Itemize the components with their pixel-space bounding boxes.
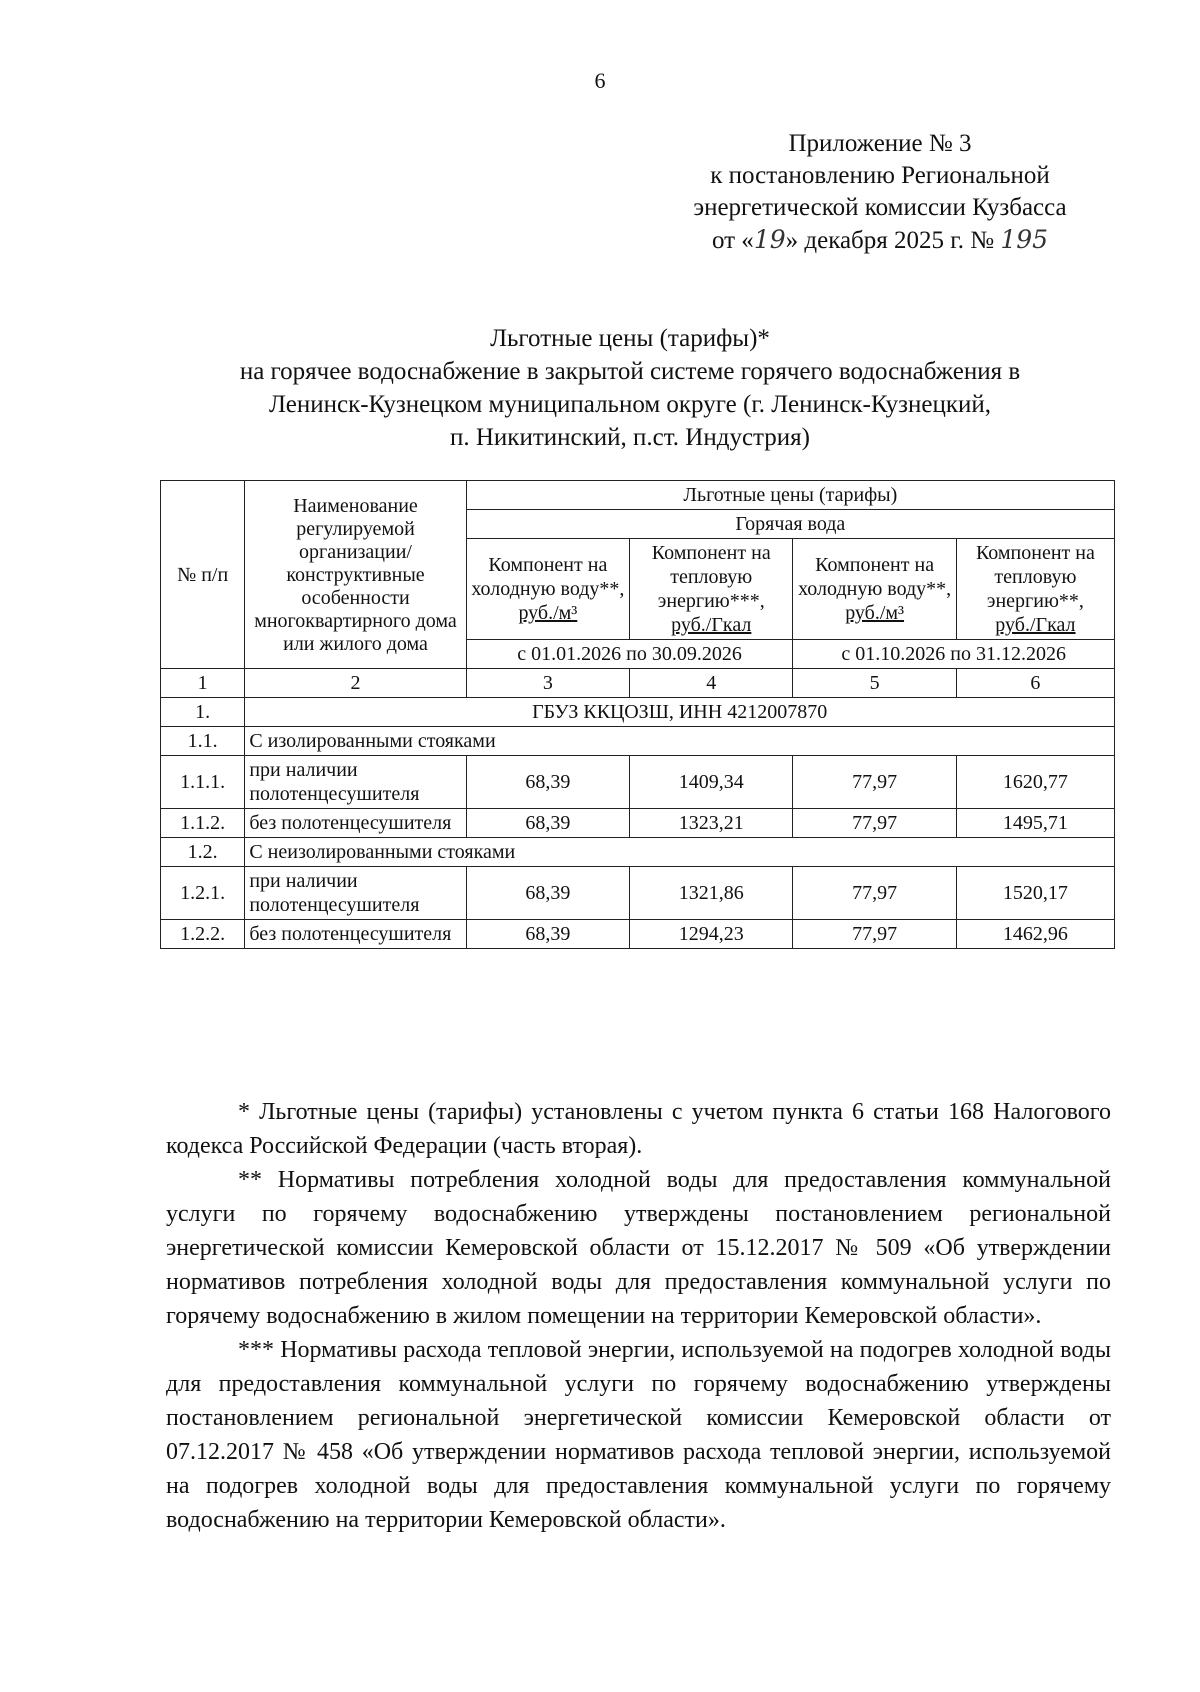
header-col-4-unit: руб./Гкал	[671, 614, 752, 636]
cell-value: 1294,23	[630, 920, 793, 949]
column-number: 2	[245, 669, 466, 698]
header-subgroup: Горячая вода	[466, 510, 1114, 539]
cell-value: 1409,34	[630, 756, 793, 809]
table-row-section	[161, 727, 1115, 756]
footnote-3: *** Нормативы расхода тепловой энергии, используемой на подогрев холодной воды для предоставления коммунальной услуги по горячему водоснабжению утверждены постановлением региональной энергетической комиссии Кемеровской области от 07.12.2017 № 458 «Об утверждении нормативов расхода тепловой энергии, используемой на подогрев холодной воды для предоставления коммунальной услуги по горячему водоснабжению на территории Кемеровской области».	[166, 1337, 1111, 1533]
cell-value: 1620,77	[956, 756, 1114, 809]
cell-value: 1520,17	[956, 867, 1114, 920]
column-number: 1	[161, 669, 245, 698]
header-col-6	[956, 539, 1114, 640]
header-period-2: с 01.10.2026 по 31.12.2026	[793, 640, 1115, 669]
title-line-1: Льготные цены (тарифы)*	[490, 325, 770, 352]
table-row	[161, 920, 1115, 949]
cell-value: 77,97	[793, 867, 956, 920]
row-name: без полотенцесушителя	[245, 809, 466, 838]
handwritten-doc-number: 195	[1000, 225, 1049, 254]
table-row	[161, 756, 1115, 809]
row-name: при наличии полотенцесушителя	[245, 867, 466, 920]
document-title	[150, 322, 1110, 454]
row-num: 1.2.2.	[161, 920, 245, 949]
header-col-4-text: Компонент на тепловую энергию***,	[651, 542, 771, 612]
row-num: 1.1.2.	[161, 809, 245, 838]
cell-value: 77,97	[793, 756, 956, 809]
footnote-2: ** Нормативы потребления холодной воды для предоставления коммунальной услуги по горячему водоснабжению утверждены постановлением региональной энергетической комиссии Кемеровской области от 15.12.2017 № 509 «Об утверждении нормативов потребления холодной воды для предоставления коммунальной услуги по горячему водоснабжению в жилом помещении на территории Кемеровской области».	[166, 1167, 1111, 1329]
header-num: № п/п	[161, 481, 245, 669]
row-name: при наличии полотенцесушителя	[245, 756, 466, 809]
cell-value: 1323,21	[630, 809, 793, 838]
column-number: 5	[793, 669, 956, 698]
page-number: 6	[594, 68, 606, 93]
date-prefix: от «	[711, 227, 754, 254]
cell-value: 77,97	[793, 809, 956, 838]
cell-value: 68,39	[466, 809, 629, 838]
header-name: Наименование регулируемой организации/ конструктивные особенности многоквартирного дома или жилого дома	[245, 481, 466, 669]
footnote-1: * Льготные цены (тарифы) установлены с учетом пункта 6 статьи 168 Налогового кодекса Российской Федерации (часть вторая).	[166, 1099, 1111, 1159]
section-name: С изолированными стояками	[245, 727, 1115, 756]
appendix-line-2: к постановлению Региональной	[710, 162, 1050, 189]
row-num: 1.	[161, 698, 245, 727]
header-col-6-unit: руб./Гкал	[995, 614, 1076, 636]
table-row	[161, 867, 1115, 920]
row-name: без полотенцесушителя	[245, 920, 466, 949]
cell-value: 1462,96	[956, 920, 1114, 949]
cell-value: 1321,86	[630, 867, 793, 920]
table-header-row-1	[161, 481, 1115, 510]
header-col-3-text: Компонент на холодную воду**,	[471, 554, 625, 600]
header-col-3	[466, 539, 629, 640]
header-col-6-text: Компонент на тепловую энергию**,	[975, 542, 1095, 612]
cell-value: 68,39	[466, 920, 629, 949]
header-col-3-unit: руб./м³	[518, 602, 578, 624]
title-line-4: п. Никитинский, п.ст. Индустрия)	[450, 424, 810, 451]
table-row-org	[161, 698, 1115, 727]
section-name: С неизолированными стояками	[245, 838, 1115, 867]
appendix-line-1: Приложение № 3	[788, 130, 972, 157]
row-num: 1.2.	[161, 838, 245, 867]
row-num: 1.1.	[161, 727, 245, 756]
org-name: ГБУЗ ККЦОЗШ, ИНН 4212007870	[245, 698, 1115, 727]
column-number: 4	[630, 669, 793, 698]
header-col-4	[630, 539, 793, 640]
header-col-5-text: Компонент на холодную воду**,	[798, 554, 952, 600]
table-row	[161, 809, 1115, 838]
row-num: 1.1.1.	[161, 756, 245, 809]
appendix-line-3: энергетической комиссии Кузбасса	[693, 194, 1067, 221]
title-line-3: Ленинск-Кузнецком муниципальном округе (г. Ленинск-Кузнецкий,	[268, 391, 992, 418]
appendix-header	[660, 128, 1100, 257]
column-number: 3	[466, 669, 629, 698]
cell-value: 1495,71	[956, 809, 1114, 838]
header-col-5	[793, 539, 956, 640]
tariffs-table	[160, 480, 1115, 949]
column-number: 6	[956, 669, 1114, 698]
cell-value: 68,39	[466, 867, 629, 920]
cell-value: 77,97	[793, 920, 956, 949]
header-group: Льготные цены (тарифы)	[466, 481, 1114, 510]
title-line-2: на горячее водоснабжение в закрытой системе горячего водоснабжения в	[239, 358, 1021, 385]
row-num: 1.2.1.	[161, 867, 245, 920]
appendix-date-line	[660, 224, 1100, 257]
cell-value: 68,39	[466, 756, 629, 809]
footnotes	[166, 1095, 1111, 1537]
header-col-5-unit: руб./м³	[845, 602, 905, 624]
date-middle: » декабря 2025 г. №	[785, 227, 1001, 254]
table-row-section	[161, 838, 1115, 867]
header-period-1: с 01.01.2026 по 30.09.2026	[466, 640, 793, 669]
column-number-row	[161, 669, 1115, 698]
handwritten-day: 19	[753, 225, 786, 254]
